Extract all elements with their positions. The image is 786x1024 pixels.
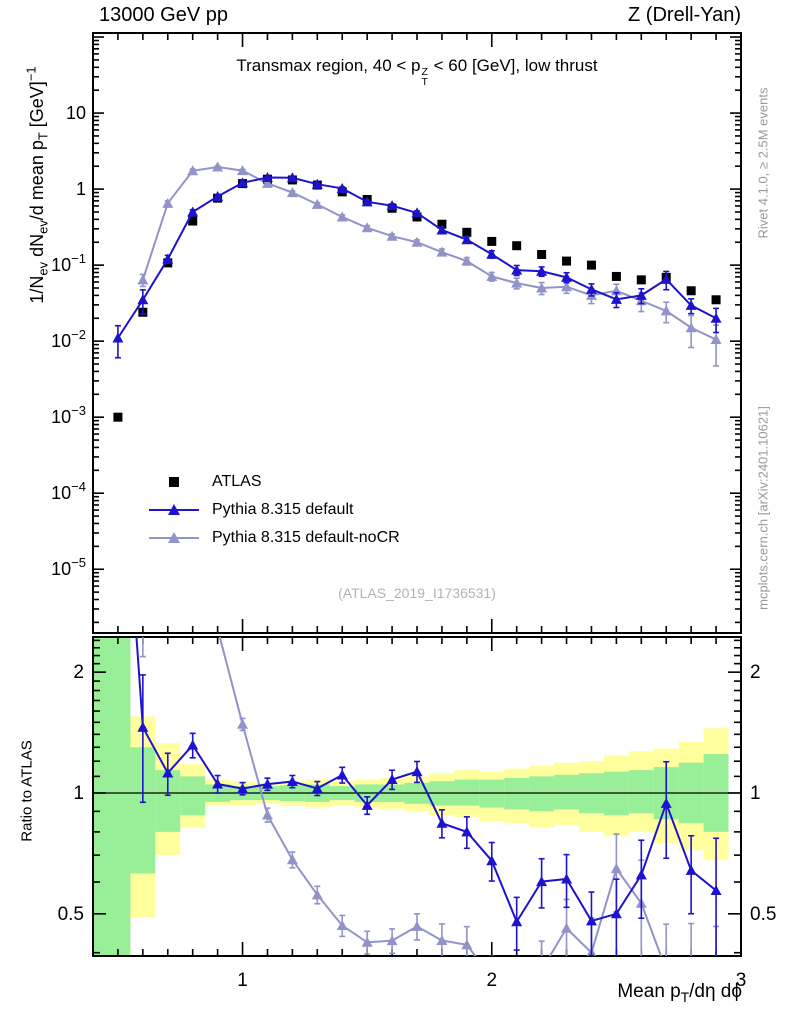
svg-text:1: 1 bbox=[75, 179, 86, 200]
legend-item-pythia-default bbox=[148, 496, 400, 524]
pythia-8-315-default-marker bbox=[337, 769, 348, 779]
band-stat-uncertainty bbox=[529, 776, 554, 811]
atlas-marker bbox=[562, 257, 571, 266]
svg-text:1: 1 bbox=[73, 782, 84, 804]
pythia-8-315-default-nocr-marker bbox=[337, 211, 348, 221]
band-stat-uncertainty bbox=[504, 778, 529, 809]
pythia-8-315-default-nocr-marker bbox=[486, 271, 497, 281]
svg-text:2: 2 bbox=[750, 662, 761, 684]
svg-text:0.5: 0.5 bbox=[57, 903, 84, 925]
svg-text:10−3: $10^{-3}$ bbox=[51, 403, 86, 428]
pythia-8-315-default-nocr-marker bbox=[611, 863, 622, 873]
svg-text:10: 10 bbox=[65, 103, 86, 124]
svg-text:0.5: 0.5 bbox=[750, 903, 777, 925]
ratio-axis-title: Ratio to ATLAS bbox=[18, 740, 36, 842]
process-label: Z (Drell-Yan) bbox=[628, 4, 741, 26]
svg-text:10−4: $10^{-4}$ bbox=[51, 479, 86, 504]
pythia-8-315-default-nocr-marker bbox=[262, 809, 273, 819]
band-stat-uncertainty bbox=[554, 775, 579, 810]
svg-text:3: 3 bbox=[735, 970, 747, 991]
svg-text:1: 1 bbox=[750, 782, 761, 804]
square-marker-icon bbox=[148, 475, 200, 489]
y-axis-title: $1/N_{ev}$ $dN_{ev}/d$ mean $p_T$ [GeV]$^{-1}$ bbox=[23, 66, 51, 304]
pythia-8-315-default-nocr-marker bbox=[686, 322, 697, 332]
svg-text:1: 1 bbox=[237, 970, 248, 991]
band-stat-uncertainty bbox=[180, 776, 205, 815]
pythia-8-315-default-marker bbox=[137, 294, 148, 304]
pythia-8-315-default-nocr-marker bbox=[436, 935, 447, 945]
pythia-8-315-default-marker bbox=[686, 865, 697, 875]
pythia-8-315-default-marker bbox=[112, 333, 123, 343]
pythia-8-315-default-marker bbox=[436, 818, 447, 828]
pythia-8-315-default-nocr-marker bbox=[237, 719, 248, 729]
pythia-8-315-default-marker bbox=[636, 869, 647, 879]
pythia-8-315-default-marker bbox=[511, 916, 522, 926]
svg-text:10−5: $10^{-5}$ bbox=[51, 555, 86, 580]
pythia-8-315-default-marker bbox=[187, 206, 198, 216]
ratio-uncertainty-bands bbox=[93, 626, 729, 1002]
line-triangle-marker-icon bbox=[148, 503, 200, 517]
line-triangle-marker-icon bbox=[148, 531, 200, 545]
pythia-8-315-default-nocr-marker bbox=[212, 162, 223, 172]
legend-label: ATLAS bbox=[212, 473, 262, 490]
band-stat-uncertainty bbox=[629, 770, 654, 813]
pythia-8-315-default-marker bbox=[636, 290, 647, 300]
atlas-marker bbox=[512, 241, 521, 250]
pythia-8-315-default-nocr-marker bbox=[362, 222, 373, 232]
pythia-8-315-default-nocr-line bbox=[143, 167, 716, 339]
svg-text:2: 2 bbox=[486, 970, 498, 991]
atlas-marker bbox=[587, 261, 596, 270]
pythia-8-315-default-marker bbox=[586, 284, 597, 294]
pythia-8-315-default-marker bbox=[412, 766, 423, 776]
atlas-marker bbox=[712, 295, 721, 304]
legend-item-atlas bbox=[148, 468, 400, 496]
beam-energy-label: 13000 GeV pp bbox=[99, 4, 228, 26]
pythia-8-315-default-marker bbox=[187, 740, 198, 750]
atlas-marker bbox=[612, 272, 621, 281]
pythia-8-315-default-marker bbox=[112, 370, 123, 380]
atlas-marker bbox=[487, 237, 496, 246]
pythia-8-315-default-marker bbox=[611, 908, 622, 918]
pythia-8-315-default-nocr-marker bbox=[711, 334, 722, 344]
pythia-8-315-default-nocr-marker bbox=[661, 964, 672, 974]
x-axis-title: Mean $p_T/d\eta$ dϕ bbox=[617, 981, 742, 1005]
legend-label: Pythia 8.315 default bbox=[212, 501, 354, 518]
pythia-8-315-default-line bbox=[118, 375, 716, 922]
series-pythia-8-315-default bbox=[112, 172, 721, 358]
mcplots-arxiv-note: mcplots.cern.ch [arXiv:2401.10621] bbox=[755, 406, 771, 610]
pythia-8-315-default-nocr-marker bbox=[137, 274, 148, 284]
rivet-version-note: Rivet 4.1.0, ≥ 2.5M events bbox=[755, 87, 771, 239]
pythia-8-315-default-nocr-line bbox=[143, 479, 716, 1003]
analysis-id-watermark: (ATLAS_2019_I1736531) bbox=[338, 585, 496, 601]
svg-text:10−1: $10^{-1}$ bbox=[51, 251, 86, 276]
pythia-8-315-default-nocr-marker bbox=[412, 921, 423, 931]
atlas-marker bbox=[537, 250, 546, 259]
pythia-8-315-default-marker bbox=[486, 249, 497, 259]
legend-item-pythia-nocr bbox=[148, 524, 400, 552]
atlas-marker bbox=[113, 413, 122, 422]
pythia-8-315-default-nocr-marker bbox=[561, 923, 572, 933]
legend bbox=[148, 468, 400, 552]
svg-text:2: 2 bbox=[73, 662, 84, 684]
atlas-marker bbox=[637, 275, 646, 284]
legend-label: Pythia 8.315 default-noCR bbox=[212, 529, 400, 546]
pythia-8-315-default-line bbox=[118, 178, 716, 338]
pythia-8-315-default-nocr-marker bbox=[137, 617, 148, 627]
plot-title: Transmax region, 40 < p Z T < 60 [GeV], low thrust bbox=[236, 56, 598, 89]
pythia-8-315-default-nocr-marker bbox=[287, 854, 298, 864]
pythia-8-315-default-nocr-marker bbox=[536, 964, 547, 974]
pythia-8-315-default-marker bbox=[711, 313, 722, 323]
pythia-8-315-default-nocr-marker bbox=[511, 985, 522, 995]
svg-text:10−2: $10^{-2}$ bbox=[51, 327, 86, 352]
atlas-marker bbox=[687, 286, 696, 295]
band-stat-uncertainty bbox=[93, 626, 130, 1002]
pythia-8-315-default-nocr-marker bbox=[312, 199, 323, 209]
